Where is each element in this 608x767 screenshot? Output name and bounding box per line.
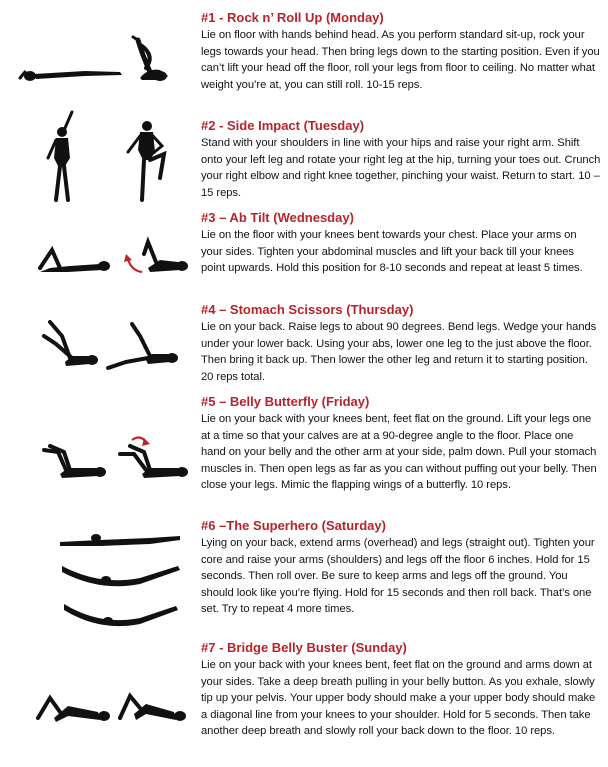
bridge-icon: [120, 696, 186, 721]
exercise-6-figures: [10, 526, 195, 636]
exercise-title: #2 - Side Impact (Tuesday): [201, 118, 365, 133]
rolled-up-figure-icon: [133, 37, 168, 81]
exercise-7: [0, 640, 608, 760]
exercise-5: [0, 394, 608, 509]
exercise-6-illustration: [10, 526, 195, 636]
exercise-2-figures: [10, 110, 195, 205]
exercise-description: Lying on your back, extend arms (overhead) and legs (straight out). Tighten your core and raise your arms (shoulders) and legs off the floor 6 inches. Hold for 15 seconds. Then roll over. Be sure to keep arms and legs off the ground. You should look like you’re flying. Hold for 15 seconds and then roll back. That’s one set. Try to repeat 4 more times.: [201, 537, 595, 616]
exercise-3-illustration: [10, 228, 195, 278]
exercise-4: [0, 302, 608, 387]
exercise-6-text: [201, 518, 601, 618]
exercise-title: #5 – Belly Butterfly (Friday): [201, 394, 370, 409]
scissor-leg-icon: [44, 322, 98, 366]
knees-bent-lying-icon: [40, 250, 110, 272]
exercise-description: Lie on your back with your knees bent, feet flat on the ground and arms down at your sides. Take a deep breath pulling in your belly button. As you exhale, slowly tip up your pelvis. Your upper body should make a your upper body should make a diagonal line from your knees to your shoulder. Hold for 5 seconds. Then take another deep breath and slowly roll your back down to the floor. 10 reps.: [201, 659, 596, 738]
superhero-icon: [60, 534, 180, 546]
exercise-5-figures: [10, 432, 195, 482]
lying-figure-icon: [20, 71, 122, 81]
exercise-3-figures: [10, 228, 195, 278]
exercise-2-illustration: [10, 110, 195, 205]
exercise-4-illustration: [10, 314, 195, 374]
knee-elbow-crunch-icon: [128, 121, 164, 200]
exercise-2-text: [201, 118, 601, 201]
pelvic-tilt-icon: [124, 242, 188, 272]
exercise-title: #7 - Bridge Belly Buster (Sunday): [201, 640, 407, 655]
exercise-7-text: [201, 640, 601, 740]
exercise-title: #1 - Rock n’ Roll Up (Monday): [201, 10, 384, 25]
exercise-5-text: [201, 394, 601, 494]
exercise-title: #4 – Stomach Scissors (Thursday): [201, 302, 414, 317]
exercise-3-text: [201, 210, 601, 277]
butterfly-legs-icon: [120, 437, 188, 478]
exercise-4-text: [201, 302, 601, 385]
exercise-1: [0, 10, 608, 110]
bridge-icon: [38, 698, 110, 722]
exercise-description: Lie on floor with hands behind head. As you perform standard sit-up, rock your legs towards your head. Then bring legs down to the starting position. Even if you can’t lift your head off the floor, roll your legs from floor to ceiling. No matter what weight you’re at, you can still roll. 10-15 reps.: [201, 29, 600, 91]
scissor-leg-icon: [108, 324, 178, 368]
exercise-3: [0, 210, 608, 300]
superhero-icon: [64, 604, 178, 626]
exercise-description: Lie on your back with your knees bent, feet flat on the ground. Lift your legs one at a time so that your calves are at a 90-degree angle to the floor. Place one hand on your belly and the other arm at your side, palm down. Pull your stomach muscles in. Then open legs as far as you can without puffing out your belly. Then close your legs. Mimic the flapping wings of a butterfly. 10 reps.: [201, 413, 597, 492]
exercise-2: [0, 118, 608, 208]
exercise-title: #6 –The Superhero (Saturday): [201, 518, 386, 533]
standing-arm-raised-icon: [48, 112, 72, 200]
superhero-icon: [62, 566, 180, 586]
exercise-6: [0, 518, 608, 633]
exercise-7-illustration: [10, 688, 195, 728]
exercise-description: Lie on the floor with your knees bent towards your chest. Place your arms on your sides. Tighten your abdominal muscles and lift your back till your knees point upwards. Hold this position for 8-10 seconds and repeat at least 5 times.: [201, 229, 583, 275]
exercise-description: Stand with your shoulders in line with your hips and raise your right arm. Shift onto your left leg and rotate your right leg at the hip, turning your toes out. Crunch your right elbow and right knee together, pinching your waist. Return to start. 10 – 15 reps.: [201, 137, 601, 199]
exercise-4-figures: [10, 314, 195, 374]
exercise-1-illustration: [10, 32, 195, 92]
exercise-1-figures: [10, 32, 195, 92]
exercise-title: #3 – Ab Tilt (Wednesday): [201, 210, 354, 225]
exercise-7-figures: [10, 688, 195, 728]
butterfly-legs-icon: [44, 446, 106, 478]
exercise-1-text: [201, 10, 601, 93]
exercise-5-illustration: [10, 432, 195, 482]
exercise-description: Lie on your back. Raise legs to about 90 degrees. Bend legs. Wedge your hands under your lower back. Using your abs, lower one leg to the just above the floor. Then bring it back up. Then lower the other leg and return it to starting position. 20 reps total.: [201, 321, 597, 383]
